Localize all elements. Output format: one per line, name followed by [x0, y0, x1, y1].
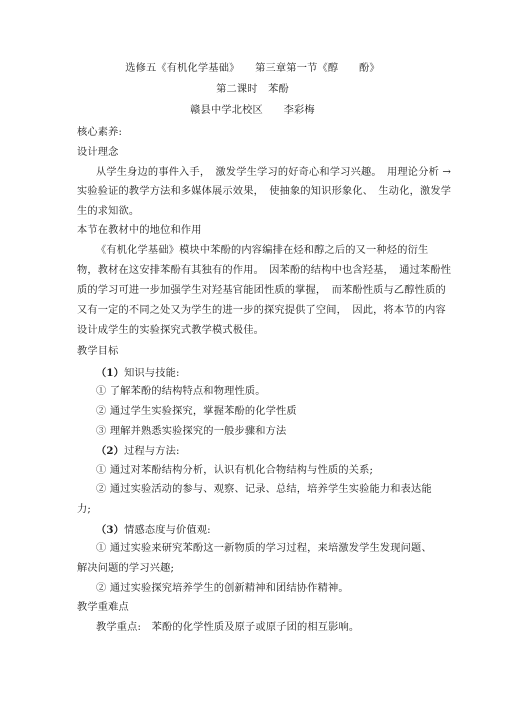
goal-2-number: （2）: [96, 445, 125, 457]
key-points-line-1: 教学重点: 苯酚的化学性质及原子或原子团的相互影响。: [96, 622, 360, 633]
goal-1-heading: [96, 366, 180, 381]
position-paragraph-line-3: 质的学习可进一步加强学生对羟基官能团性质的掌握， 而苯酚性质与乙醇性质的: [77, 285, 446, 296]
author-line: 赣县中学北校区 李彩梅: [190, 105, 315, 116]
goal-3-title: 情感态度与价值观:: [124, 525, 211, 536]
goals-heading: 教学目标: [77, 346, 119, 357]
design-paragraph-line-2: 实验验证的教学方法和多媒体展示效果， 使抽象的知识形象化、 生动化，激发学: [77, 186, 452, 197]
position-paragraph-line-5: 设计成学生的实验探究式教学模式极佳。: [77, 325, 264, 336]
goal-1-item-3: ③ 理解并熟悉实验探究的一般步骤和方法: [96, 426, 287, 437]
position-paragraph-line-2: 物，教材在这安排苯酚有其独有的作用。 因苯酚的结构中也含羟基， 通过苯酚性: [77, 265, 452, 276]
goal-3-number: （3）: [96, 524, 125, 536]
design-concept-heading: 设计理念: [77, 147, 119, 158]
goal-2-item-1: ① 通过对苯酚结构分析，认识有机化合物结构与性质的关系;: [96, 465, 374, 476]
design-paragraph-line-1: 从学生身边的事件入手， 激发学生学习的好奇心和学习兴趣。 用理论分析 →: [96, 167, 452, 178]
goal-1-number: （1）: [96, 367, 125, 379]
goal-2-title: 过程与方法:: [124, 446, 180, 457]
goal-1-title: 知识与技能:: [124, 368, 180, 379]
key-points-heading: 教学重难点: [77, 602, 129, 613]
goal-3-item-1-line-1: ① 通过实验来研究苯酚这一新物质的学习过程，来培激发学生发现问题、: [96, 543, 432, 554]
goal-1-item-2: ② 通过学生实验探究，掌握苯酚的化学性质: [96, 406, 297, 417]
document-title: 选修五《有机化学基础》 第三章第一节《醇 酚》: [125, 63, 380, 74]
design-paragraph-line-3: 生的求知欲。: [77, 206, 140, 217]
position-heading: 本节在教材中的地位和作用: [77, 225, 202, 236]
goal-3-item-1-line-2: 解决问题的学习兴趣;: [77, 563, 175, 574]
goal-2-item-2-line-1: ② 通过实验活动的参与、观察、记录、总结，培养学生实验能力和表达能: [96, 484, 432, 495]
goal-2-item-2-line-2: 力;: [77, 504, 92, 515]
lesson-subtitle: 第二课时 苯酚: [216, 84, 289, 95]
position-paragraph-line-1: 《有机化学基础》模块中苯酚的内容编排在烃和醇之后的又一种烃的衍生: [96, 245, 429, 256]
goal-2-heading: [96, 444, 180, 459]
goal-1-item-1: ① 了解苯酚的结构特点和物理性质。: [96, 386, 266, 397]
goal-3-item-2: ② 通过实验探究培养学生的创新精神和团结协作精神。: [96, 583, 349, 594]
position-paragraph-line-4: 又有一定的不同之处又为学生的进一步的探究提供了空间， 因此，将本节的内容: [77, 305, 446, 316]
core-literacy-heading: 核心素养:: [77, 127, 123, 138]
goal-3-heading: [96, 523, 211, 538]
